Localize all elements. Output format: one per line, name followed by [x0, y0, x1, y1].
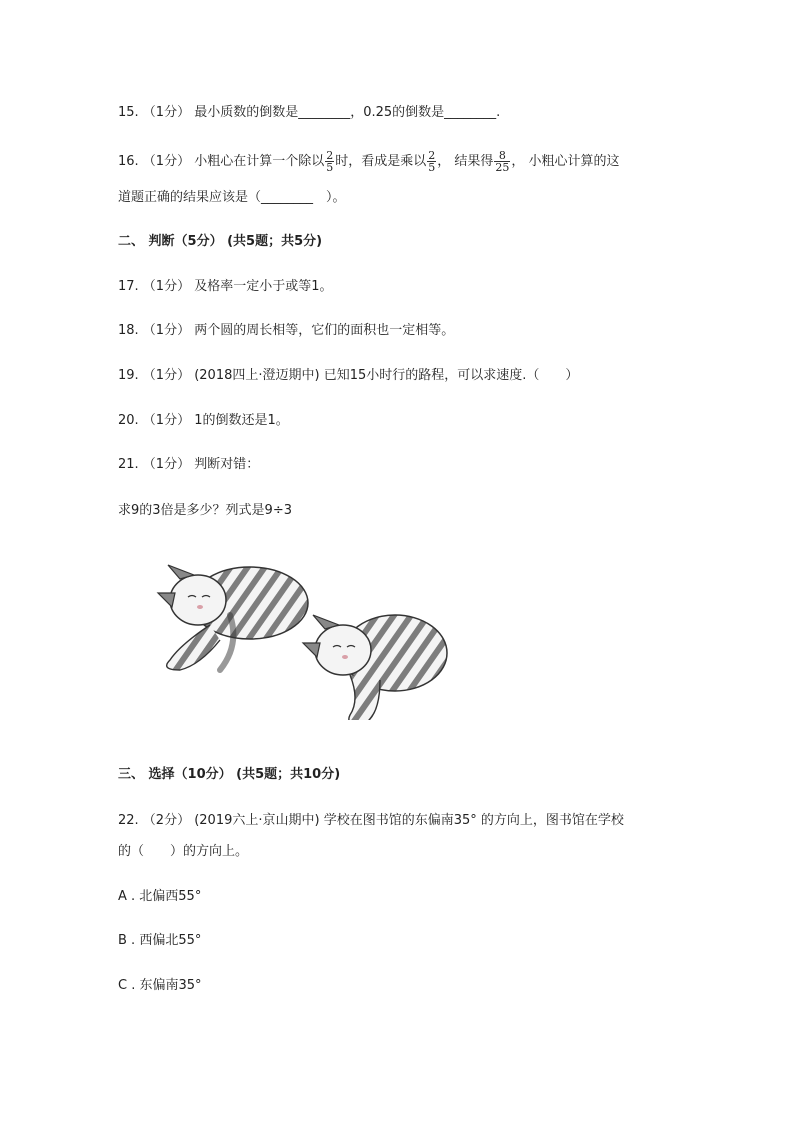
question-19: 19. （1分） (2018四上·澄迈期中) 已知15小时行的路程，可以求速度.（ ）	[118, 368, 579, 383]
section-heading-judgement: 二、 判断（5分） (共5题；共5分)	[118, 234, 323, 249]
section-heading-choice: 三、 选择（10分） (共5题；共10分)	[118, 767, 341, 782]
option-b[interactable]: B . 西偏北55°	[118, 933, 202, 948]
q16-text-c: ， 结果得	[437, 154, 494, 169]
question-20: 20. （1分） 1的倒数还是1。	[118, 413, 289, 428]
option-a[interactable]: A . 北偏西55°	[118, 889, 202, 904]
q16-text-d: ， 小粗心计算的这	[511, 154, 620, 169]
fraction-eight-25ths: $\frac{8}{25}$	[495, 149, 510, 174]
question-16-line2: 道题正确的结果应该是（________ ）。	[118, 190, 346, 205]
q16-text-a: 16. （1分） 小粗心在计算一个除以	[118, 154, 325, 169]
question-22-line2: 的（ ）的方向上。	[118, 844, 249, 859]
cat-right	[303, 615, 447, 720]
fraction-two-fifths: $\frac{2}{5}$	[326, 149, 334, 174]
question-22-line1: 22. （2分） (2019六上·京山期中) 学校在图书馆的东偏南35° 的方向上，图书馆在学校	[118, 813, 624, 828]
question-21: 21. （1分） 判断对错：	[118, 457, 260, 472]
question-18: 18. （1分） 两个圆的周长相等，它们的面积也一定相等。	[118, 323, 455, 338]
q16-text-b: 时，看成是乘以	[335, 154, 427, 169]
question-15: 15. （1分） 最小质数的倒数是________，0.25的倒数是________.	[118, 105, 501, 120]
fraction-two-fifths-b: $\frac{2}{5}$	[428, 149, 436, 174]
question-17: 17. （1分） 及格率一定小于或等1。	[118, 279, 333, 294]
cat-left	[158, 565, 308, 670]
question-16-line1	[118, 150, 620, 173]
option-c[interactable]: C . 东偏南35°	[118, 978, 202, 993]
question-21-statement: 求9的3倍是多少？列式是9÷3	[118, 503, 292, 518]
sleeping-cats-illustration	[150, 555, 450, 720]
